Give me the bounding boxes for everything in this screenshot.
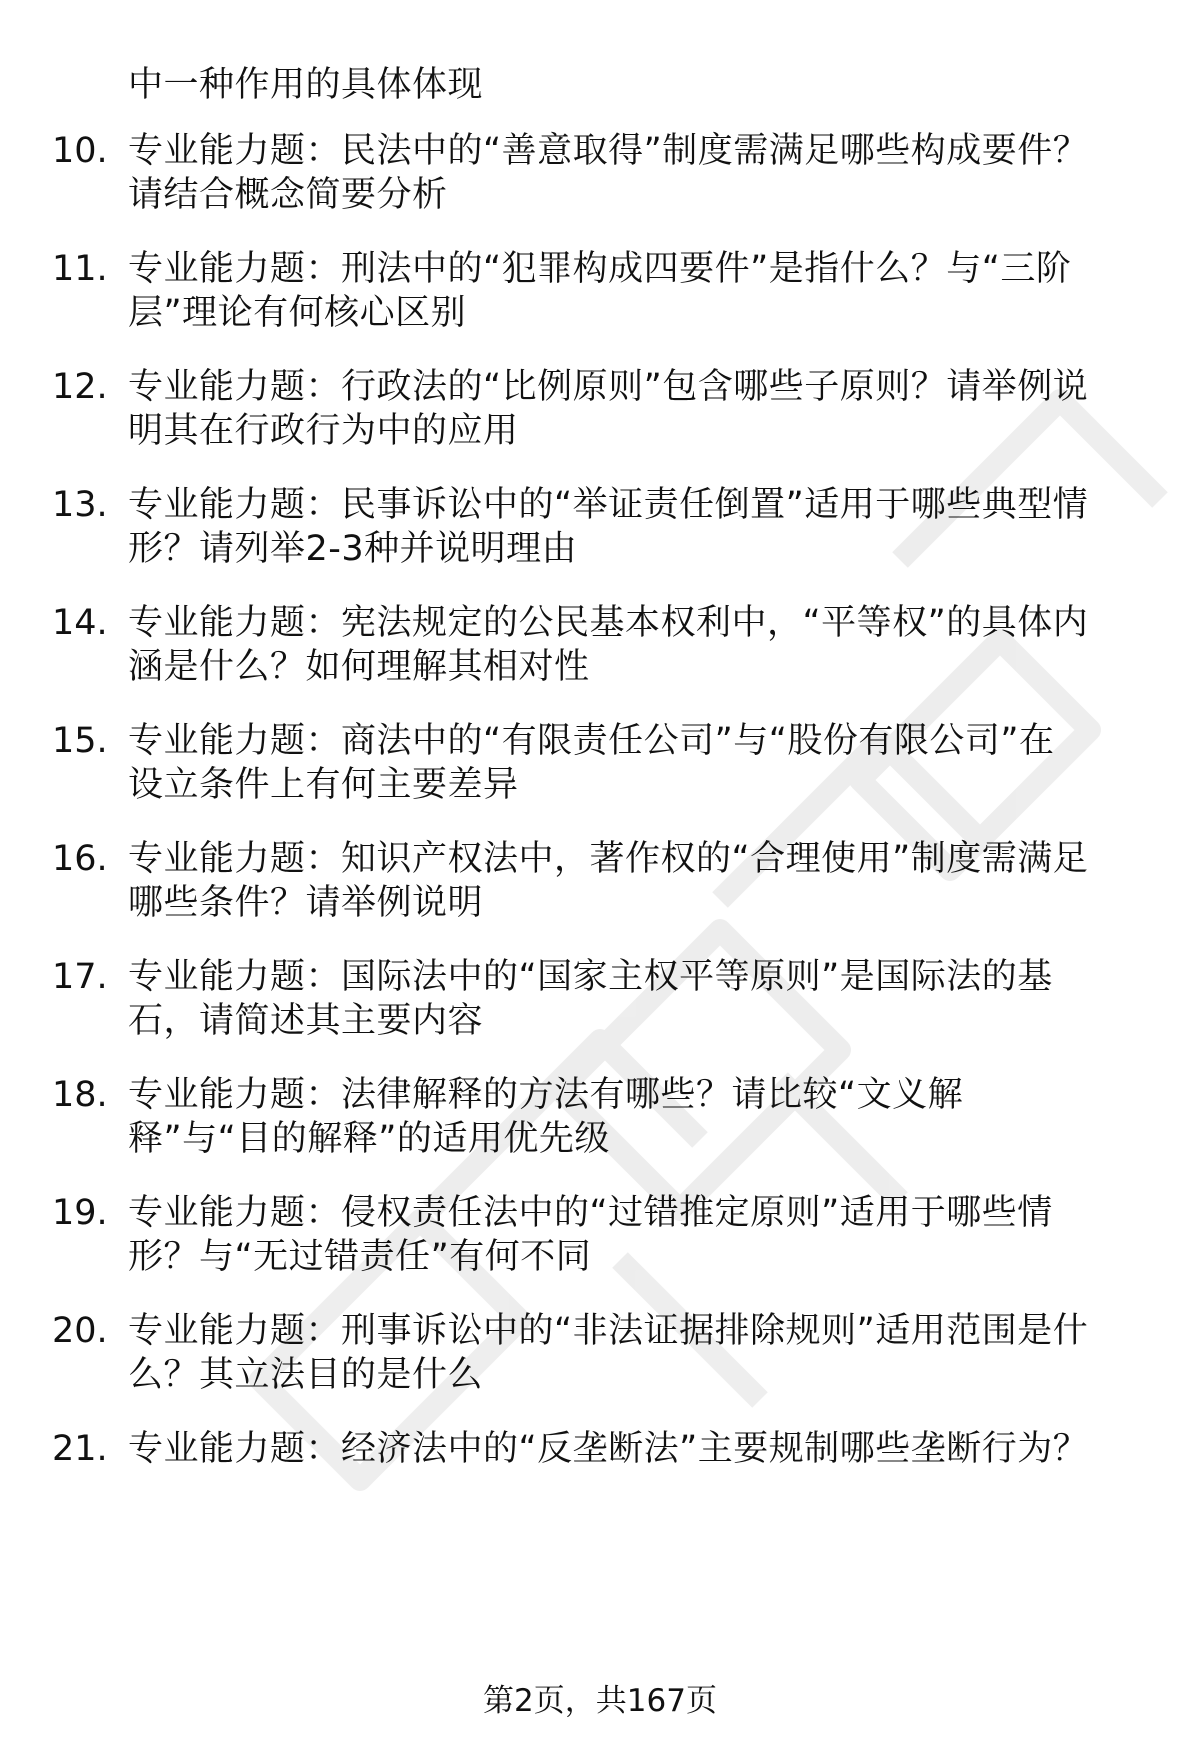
question-text-line2: 形？与“无过错责任”有何不同 <box>128 1237 592 1277</box>
continuation-text: 中一种作用的具体体现 <box>128 65 484 105</box>
question-number: 16. <box>52 839 108 879</box>
question-number: 13. <box>52 485 108 525</box>
question-text-line1: 专业能力题：侵权责任法中的“过错推定原则”适用于哪些情 <box>128 1193 1053 1233</box>
question-number: 20. <box>52 1311 108 1351</box>
question-number: 14. <box>52 603 108 643</box>
question-number: 15. <box>52 721 108 761</box>
question-text-line1: 专业能力题：民法中的“善意取得”制度需满足哪些构成要件？ <box>128 131 1089 171</box>
question-text-line1: 专业能力题：商法中的“有限责任公司”与“股份有限公司”在 <box>128 721 1055 761</box>
question-text-line1: 专业能力题：知识产权法中，著作权的“合理使用”制度需满足 <box>128 839 1089 879</box>
question-text-line2: 石，请简述其主要内容 <box>128 1001 484 1041</box>
question-text-line1: 专业能力题：宪法规定的公民基本权利中，“平等权”的具体内 <box>128 603 1089 643</box>
question-number: 21. <box>52 1429 108 1469</box>
question-number: 18. <box>52 1075 108 1115</box>
question-text-line1: 专业能力题：刑事诉讼中的“非法证据排除规则”适用范围是什 <box>128 1311 1089 1351</box>
page-footer: 第2页，共167页 <box>483 1683 717 1719</box>
question-text-line2: 设立条件上有何主要差异 <box>128 765 519 805</box>
question-number: 10. <box>52 131 108 171</box>
question-text-line1: 专业能力题：国际法中的“国家主权平等原则”是国际法的基 <box>128 957 1053 997</box>
question-text-line2: 么？其立法目的是什么 <box>128 1355 484 1395</box>
question-number: 12. <box>52 367 108 407</box>
question-text-line2: 明其在行政行为中的应用 <box>128 411 519 451</box>
question-number: 19. <box>52 1193 108 1233</box>
question-text-line1: 专业能力题：民事诉讼中的“举证责任倒置”适用于哪些典型情 <box>128 485 1089 525</box>
question-text-line2: 涵是什么？如何理解其相对性 <box>128 647 590 687</box>
question-text-line2: 层”理论有何核心区别 <box>128 293 467 333</box>
question-number: 17. <box>52 957 108 997</box>
question-number: 11. <box>52 249 108 289</box>
question-text-line1: 专业能力题：经济法中的“反垄断法”主要规制哪些垄断行为？ <box>128 1429 1089 1469</box>
question-text-line2: 释”与“目的解释”的适用优先级 <box>128 1119 610 1159</box>
question-text-line2: 请结合概念简要分析 <box>128 175 448 215</box>
question-text-line2: 形？请列举2-3种并说明理由 <box>128 529 578 569</box>
question-text-line1: 专业能力题：行政法的“比例原则”包含哪些子原则？请举例说 <box>128 367 1089 407</box>
question-text-line2: 哪些条件？请举例说明 <box>128 883 484 923</box>
question-text-line1: 专业能力题：法律解释的方法有哪些？请比较“文义解 <box>128 1075 964 1115</box>
question-text-line1: 专业能力题：刑法中的“犯罪构成四要件”是指什么？与“三阶 <box>128 249 1072 289</box>
